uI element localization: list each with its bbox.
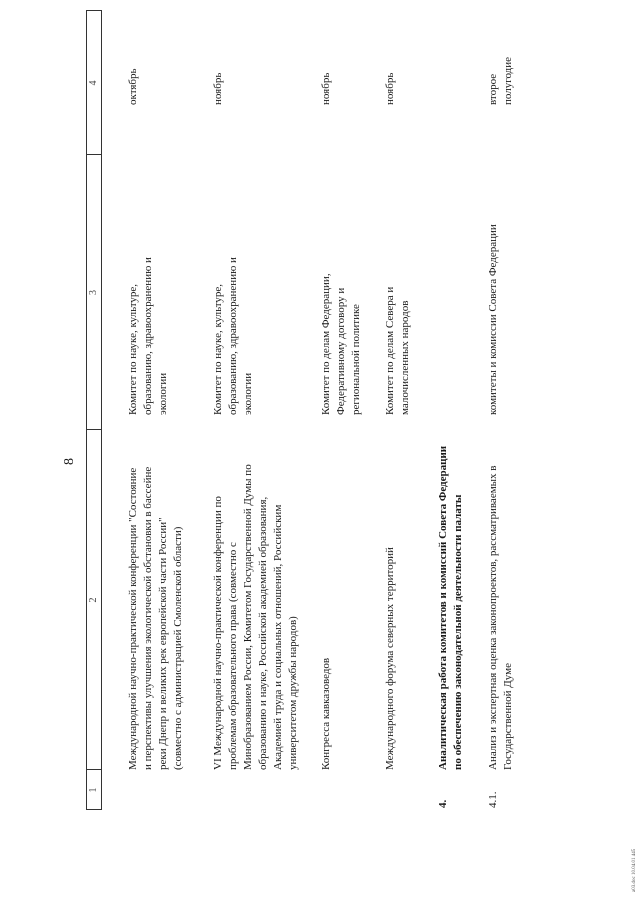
column-header-2: 2 (88, 597, 99, 603)
table-row (486, 430, 516, 770)
responsible-line: образованию, здравоохранению и (142, 257, 154, 415)
item-number: 4.1. (487, 791, 499, 808)
term-cell (319, 15, 334, 105)
term-cell (211, 15, 226, 105)
responsible-line: образованию, здравоохранению и (227, 257, 239, 415)
table-header-bottom-border (101, 10, 102, 810)
event-line: Минобразованием России, Комитетом Государственной Думы по (242, 464, 254, 770)
event-line: (совместно с администрацией Смоленской области) (172, 526, 184, 770)
table-row (319, 430, 334, 770)
event-line: VI Международной научно-практической конференции по (212, 496, 224, 770)
event-line: реки Днепр и великих рек европейской части России" (157, 517, 169, 770)
term-cell (126, 15, 141, 105)
responsible-line: комитеты и комиссии Совета Федерации (487, 224, 499, 415)
table-row (383, 430, 398, 770)
term-line: октябрь (127, 68, 139, 105)
responsible-line: Комитет по науке, культуре, (212, 283, 224, 415)
column-header-1: 1 (88, 787, 99, 793)
table-row (126, 430, 186, 770)
responsible-line: малочисленных народов (399, 300, 411, 415)
event-line: Международной научно-практической конференции "Состояние (127, 467, 139, 770)
event-line: проблемам образовательного права (совместно с (227, 542, 239, 770)
footer-code: а03.doc 10.04.01 445 (632, 848, 637, 892)
responsible-cell (383, 165, 413, 415)
event-line: и перспективы улучшения экологической обстановки в бассейне (142, 466, 154, 770)
responsible-cell (486, 155, 501, 415)
responsible-cell (211, 165, 256, 415)
term-line: полугодие (502, 56, 514, 105)
page-number: 8 (62, 458, 77, 465)
section-title-line: по обеспечению законодательной деятельности палаты (452, 494, 464, 770)
event-line: Государственной Думе (502, 662, 514, 770)
responsible-line: экологии (242, 372, 254, 415)
table-row (211, 430, 301, 770)
responsible-line: региональной политике (350, 304, 362, 415)
event-line: университетом дружбы народов) (287, 616, 299, 770)
term-line: ноябрь (384, 72, 396, 105)
responsible-cell (319, 165, 364, 415)
term-line: второе (487, 73, 499, 105)
event-line: Конгресса кавказоведов (320, 657, 332, 770)
term-line: ноябрь (212, 72, 224, 105)
responsible-line: Комитет по делам Федерации, (320, 273, 332, 415)
section-number: 4. (437, 799, 449, 808)
section-title-line: Аналитическая работа комитетов и комиссий Совета Федерации (437, 445, 449, 770)
event-line: образованию и науке, Российской академией образования, (257, 496, 269, 770)
event-line: Анализ и экспертная оценка законопроектов, рассматриваемых в (487, 465, 499, 770)
responsible-line: Комитет по делам Севера и (384, 286, 396, 415)
column-header-3: 3 (88, 290, 99, 295)
term-cell (383, 15, 398, 105)
responsible-cell (126, 165, 171, 415)
responsible-line: Комитет по науке, культуре, (127, 283, 139, 415)
column-header-4: 4 (88, 80, 99, 86)
term-line: ноябрь (320, 72, 332, 105)
responsible-line: экологии (157, 372, 169, 415)
responsible-line: Федеративному договору и (335, 287, 347, 415)
event-line: Академией труда и социальных отношений, Российским (272, 504, 284, 770)
event-line: Международного форума северных территорий (384, 547, 396, 770)
section-title (436, 410, 466, 770)
term-cell (486, 15, 516, 105)
